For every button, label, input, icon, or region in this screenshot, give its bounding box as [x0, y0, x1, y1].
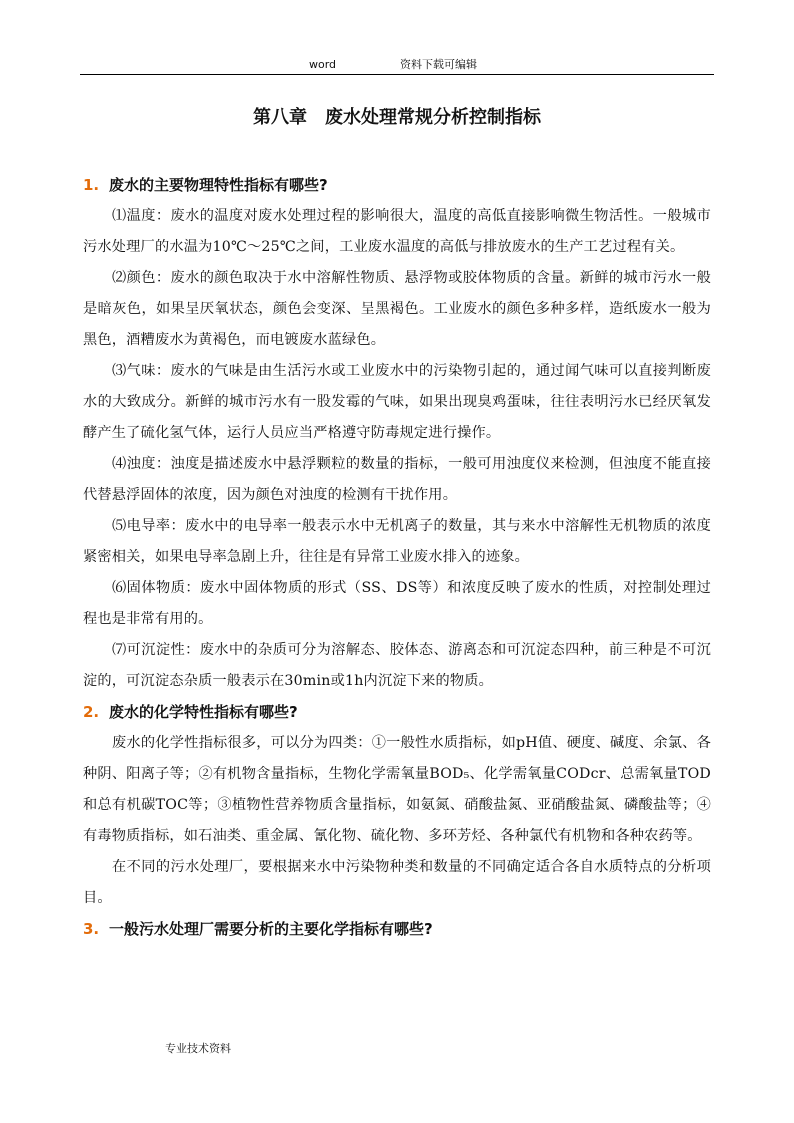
page-footer: 专业技术资料 [165, 1042, 231, 1055]
paragraph: ⑷浊度：浊度是描述废水中悬浮颗粒的数量的指标，一般可用浊度仪来检测，但浊度不能直接代替悬浮固体的浓度，因为颜色对浊度的检测有干扰作用。 [83, 456, 711, 503]
paragraph: ⑵颜色：废水的颜色取决于水中溶解性物质、悬浮物或胶体物质的含量。新鲜的城市污水一般是暗灰色，如果呈厌氧状态，颜色会变深、呈黑褐色。工业废水的颜色多种多样，造纸废水一般为黑色，酒糟废水为黄褐色，而电镀废水蓝绿色。 [83, 270, 711, 348]
section-number: 1. [83, 176, 100, 194]
section-heading-text: 废水的化学特性指标有哪些? [109, 703, 298, 721]
paragraph: ⑶气味：废水的气味是由生活污水或工业废水中的污染物引起的，通过闻气味可以直接判断废水的大致成分。新鲜的城市污水有一股发霉的气味，如果出现臭鸡蛋味，往往表明污水已经厌氧发酵产生了硫化氢气体，运行人员应当严格遵守防毒规定进行操作。 [83, 363, 711, 441]
section-number: 3. [83, 920, 100, 938]
paragraph: ⑺可沉淀性：废水中的杂质可分为溶解态、胶体态、游离态和可沉淀态四种，前三种是不可沉淀的，可沉淀态杂质一般表示在30min或1h内沉淀下来的物质。 [83, 642, 711, 689]
header-left-text: word [309, 58, 337, 71]
paragraph: ⑴温度：废水的温度对废水处理过程的影响很大，温度的高低直接影响微生物活性。一般城市污水处理厂的水温为10℃～25℃之间，工业废水温度的高低与排放废水的生产工艺过程有关。 [83, 208, 711, 255]
paragraph: 在不同的污水处理厂，要根据来水中污染物种类和数量的不同确定适合各自水质特点的分析项目。 [83, 859, 711, 906]
paragraph: ⑹固体物质：废水中固体物质的形式（SS、DS等）和浓度反映了废水的性质，对控制处理过程也是非常有用的。 [83, 580, 711, 627]
paragraph: 废水的化学性指标很多，可以分为四类：①一般性水质指标，如pH值、硬度、碱度、余氯、各种阴、阳离子等；②有机物含量指标，生物化学需氧量BOD₅、化学需氧量CODcr、总需氧量TOD和总有机碳TOC等；③植物性营养物质含量指标，如氨氮、硝酸盐氮、亚硝酸盐氮、磷酸盐等；④有毒物质指标，如石油类、重金属、氰化物、硫化物、多环芳烃、各种氯代有机物和各种农药等。 [83, 735, 711, 844]
section-heading [83, 170, 711, 201]
section-heading-text: 废水的主要物理特性指标有哪些? [109, 176, 328, 194]
page-header [80, 56, 714, 75]
section-heading-text: 一般污水处理厂需要分析的主要化学指标有哪些? [109, 920, 433, 938]
section-number: 2. [83, 703, 100, 721]
document-body [83, 170, 711, 945]
header-right-text: 资料下载可编辑 [400, 58, 477, 71]
section-heading [83, 914, 711, 945]
paragraph: ⑸电导率：废水中的电导率一般表示水中无机离子的数量，其与来水中溶解性无机物质的浓度紧密相关，如果电导率急剧上升，往往是有异常工业废水排入的迹象。 [83, 518, 711, 565]
chapter-title: 第八章 废水处理常规分析控制指标 [253, 107, 541, 128]
section-heading [83, 697, 711, 728]
